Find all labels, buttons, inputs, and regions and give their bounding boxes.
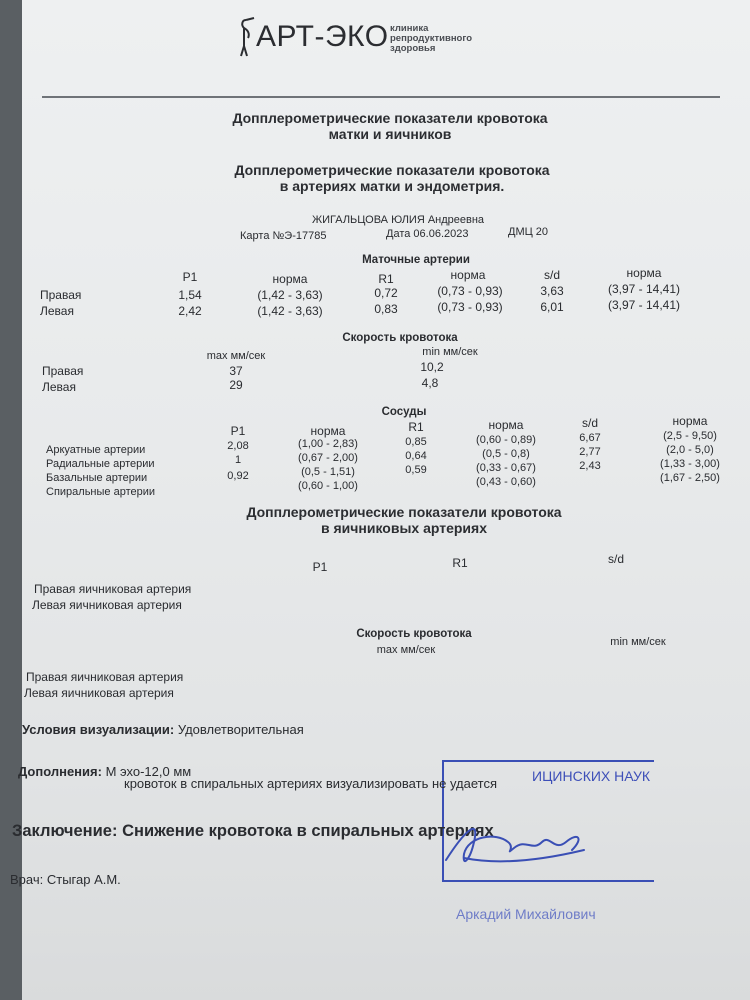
table-cell: (0,73 - 0,93) — [437, 284, 503, 298]
logo-subtitle: клиника репродуктивного здоровья — [390, 23, 472, 54]
doctor: Врач: Стыгар А.М. — [10, 872, 121, 887]
col-header: норма — [450, 268, 486, 282]
logo-text: АРТ-ЭКО — [256, 20, 389, 53]
vessels-heading: Сосуды — [381, 406, 427, 418]
table-cell: 2,77 — [579, 446, 601, 458]
section-title-uterus: Допплерометрические показатели кровотока в артериях матки и эндометрия. — [234, 162, 550, 194]
visualization-conditions: Условия визуализации: Удовлетворительная — [22, 722, 304, 737]
document-page — [10, 0, 750, 1000]
table-cell: 2,42 — [178, 304, 202, 318]
ovarian-section-title: Допплерометрические показатели кровотока в яичниковых артериях — [246, 504, 562, 536]
card-number: Карта №Э-17785 — [240, 230, 327, 242]
row-label: Правая — [42, 364, 84, 378]
stamp-text-bottom: Аркадий Михайлович — [456, 906, 596, 922]
min-speed-label: min мм/сек — [422, 346, 478, 358]
table-cell: (0,33 - 0,67) — [476, 462, 536, 474]
doctor-signature — [434, 812, 604, 882]
stork-logo-icon — [232, 16, 258, 58]
row-label: Правая яичниковая артерия — [34, 582, 192, 596]
col-header: норма — [672, 414, 708, 428]
cycle-day: ДМЦ 20 — [508, 226, 549, 238]
table-cell: 6,01 — [540, 300, 564, 314]
table-cell: (1,00 - 2,83) — [298, 438, 358, 450]
table-cell: 1,54 — [178, 288, 202, 302]
additions-note: кровоток в спиральных артериях визуализировать не удается — [124, 776, 498, 791]
col-header: s/d — [543, 268, 561, 282]
table-cell: (1,42 - 3,63) — [257, 304, 323, 318]
blood-flow-speed-heading: Скорость кровотока — [342, 332, 458, 344]
table-cell: (1,67 - 2,50) — [660, 472, 720, 484]
uterine-arteries-heading: Маточные артерии — [362, 254, 470, 266]
row-label: Левая — [42, 380, 76, 394]
col-header: норма — [272, 272, 308, 286]
row-label: Аркуатные артерии — [46, 444, 146, 456]
table-cell: 0,64 — [405, 450, 427, 462]
col-header: норма — [310, 424, 346, 438]
row-label: Левая яичниковая артерия — [24, 686, 174, 700]
table-cell: (1,33 - 3,00) — [660, 458, 720, 470]
table-cell: 2,43 — [579, 460, 601, 472]
col-header: s/d — [581, 416, 599, 430]
row-label: Правая — [40, 288, 82, 302]
table-cell: 0,92 — [227, 470, 249, 482]
table-cell: 6,67 — [579, 432, 601, 444]
table-cell: (0,5 - 1,51) — [301, 466, 355, 478]
main-title: Допплерометрические показатели кровотока матки и яичников — [232, 110, 548, 142]
additions: Дополнения: М эхо-12,0 мм — [18, 764, 192, 779]
col-header: R1 — [452, 556, 468, 570]
table-cell: 1 — [234, 454, 242, 466]
col-header: R1 — [408, 420, 424, 434]
col-header: R1 — [378, 272, 394, 286]
table-cell: 0,72 — [374, 286, 398, 300]
col-header: P1 — [312, 560, 328, 574]
min-speed-value: 4,8 — [421, 376, 439, 390]
min-speed-label: min мм/сек — [610, 636, 666, 648]
table-cell: 3,63 — [540, 284, 564, 298]
col-header: P1 — [230, 424, 246, 438]
max-speed-label: max мм/сек — [206, 350, 266, 362]
table-cell: (3,97 - 14,41) — [607, 298, 681, 312]
patient-name: ЖИГАЛЬЦОВА ЮЛИЯ Андреевна — [311, 214, 485, 226]
col-header: норма — [626, 266, 662, 280]
table-cell: (2,0 - 5,0) — [666, 444, 714, 456]
max-speed-label: max мм/сек — [376, 644, 436, 656]
col-header: норма — [488, 418, 524, 432]
max-speed-value: 29 — [229, 378, 243, 392]
ovarian-speed-heading: Скорость кровотока — [356, 628, 472, 640]
col-header: s/d — [607, 552, 625, 566]
table-cell: (0,67 - 2,00) — [298, 452, 358, 464]
table-cell: 0,85 — [405, 436, 427, 448]
table-cell: (0,60 - 1,00) — [298, 480, 358, 492]
table-cell: (0,5 - 0,8) — [482, 448, 530, 460]
table-cell: 0,59 — [405, 464, 427, 476]
header-rule — [42, 96, 720, 98]
min-speed-value: 10,2 — [420, 360, 444, 374]
table-cell: (2,5 - 9,50) — [663, 430, 717, 442]
row-label: Правая яичниковая артерия — [26, 670, 184, 684]
row-label: Левая — [40, 304, 74, 318]
exam-date: Дата 06.06.2023 — [386, 228, 469, 240]
conclusion: Заключение: Снижение кровотока в спиральных артериях — [12, 822, 494, 840]
clinic-logo — [232, 16, 502, 58]
table-cell: (3,97 - 14,41) — [607, 282, 681, 296]
table-cell: (0,43 - 0,60) — [476, 476, 536, 488]
row-label: Левая яичниковая артерия — [32, 598, 182, 612]
table-cell: (0,73 - 0,93) — [437, 300, 503, 314]
table-cell: (1,42 - 3,63) — [257, 288, 323, 302]
row-label: Базальные артерии — [46, 472, 148, 484]
row-label: Спиральные артерии — [46, 486, 156, 498]
table-cell: 2,08 — [227, 440, 249, 452]
table-cell: (0,60 - 0,89) — [476, 434, 536, 446]
stamp-text-top: ИЦИНСКИХ НАУК — [532, 768, 651, 784]
max-speed-value: 37 — [229, 364, 243, 378]
col-header: P1 — [182, 270, 198, 284]
table-cell: 0,83 — [374, 302, 398, 316]
row-label: Радиальные артерии — [46, 458, 155, 470]
